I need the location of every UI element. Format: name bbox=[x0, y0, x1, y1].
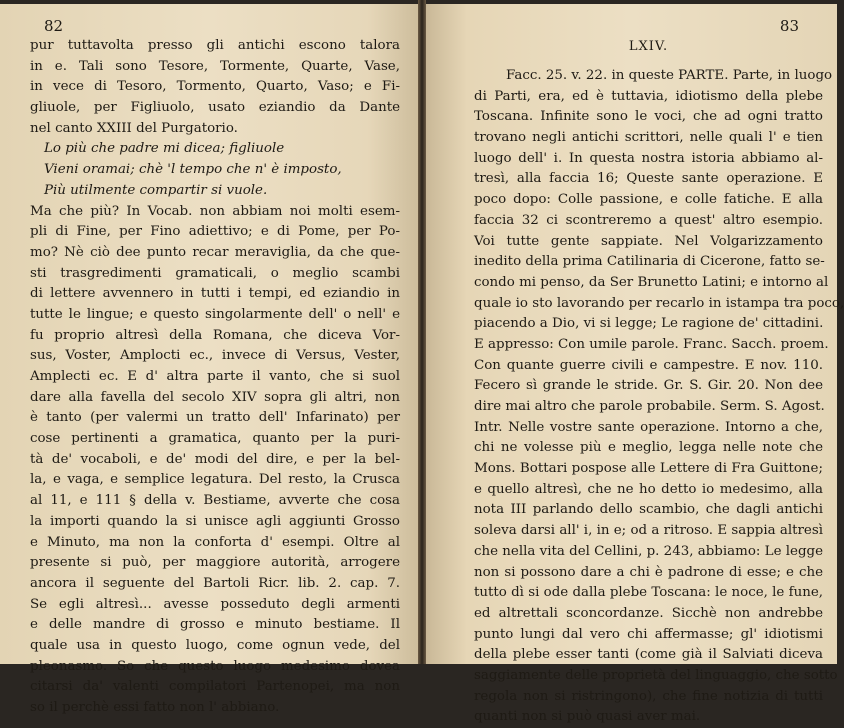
text-line: e Minuto, ma non la conforta d' esempi. Oltre al bbox=[30, 534, 400, 550]
text-line: gliuole, per Figliuolo, usato eziandio da Dante bbox=[30, 100, 400, 116]
text-line: Intr. Nelle vostre sante operazione. Intorno a che, bbox=[474, 419, 823, 435]
text-line: nel canto XXIII del Purgatorio. bbox=[30, 120, 238, 136]
text-line: Ma che più? In Vocab. non abbiam noi molti esem- bbox=[30, 203, 400, 219]
text-line: Amplecti ec. E d' altra parte il vanto, che si suol bbox=[30, 369, 400, 384]
text-line: non si possono dare a chi è padrone di esse; e che bbox=[474, 564, 823, 580]
text-line: la importi quando la si unisce agli aggiunti Grosso bbox=[30, 513, 400, 529]
text-line: ancora il seguente del Bartoli Ricr. lib. 2. cap. 7. bbox=[30, 575, 400, 591]
text-line: Facc. 25. v. 22. in queste PARTE. Parte, in luogo bbox=[506, 68, 833, 83]
text-line: al 11, e 111 § della v. Bestiame, avverte che cosa bbox=[30, 493, 400, 509]
text-line: in e. Tali sono Tesore, Tormente, Quarte, Vase, bbox=[30, 58, 400, 74]
text-line: Vieni oramai; chè 'l tempo che n' è imposto, bbox=[44, 162, 342, 178]
text-line: presente si può, per maggiore autorità, arrogere bbox=[30, 555, 400, 571]
chapter-heading: LXIV. bbox=[628, 39, 669, 54]
text-line: piacendo a Dio, vi si legge; Le ragione de' cittadini. bbox=[474, 316, 824, 332]
text-line: pli di Fine, per Fino adiettivo; e di Pome, per Po- bbox=[30, 224, 400, 240]
text-line: pur tuttavolta presso gli antichi escono talora bbox=[30, 38, 400, 53]
text-line: tresì, alla faccia 16; Queste sante operazione. E bbox=[474, 171, 823, 187]
text-line: condo mi penso, da Ser Brunetto Latini; e intorno al bbox=[474, 274, 829, 290]
left-page bbox=[0, 4, 418, 715]
text-line: nota III parlando dello scambio, che dagli antichi bbox=[474, 502, 823, 518]
text-line: sti trasgredimenti gramaticali, o meglio scambi bbox=[30, 265, 400, 281]
text-line: quanti non si può quasi aver mai. bbox=[474, 709, 701, 725]
text-line: dire mai altro che parole probabile. Serm. S. Agost. bbox=[474, 399, 825, 414]
text-line: dare alla favella del secolo XIV sopra gli altri, non bbox=[30, 389, 400, 405]
text-line: so il perchè essi fatto non l' abbiano. bbox=[30, 700, 280, 715]
text-line: Lo più che padre mi dicea; figliuole bbox=[44, 141, 285, 157]
text-line: faccia 32 ci scontreremo a quest' altro esempio. bbox=[474, 212, 823, 228]
text-line: citarsi da' valenti compilatori Partenopei, ma non bbox=[30, 679, 400, 695]
text-line: saggiamente delle proprietà del linguaggio, che sotto bbox=[474, 667, 838, 683]
text-line: ed altrettali sconcordanze. Sicchè non andrebbe bbox=[474, 605, 823, 621]
text-line: tà de' vocaboli, e de' modi del dire, e per la bel- bbox=[30, 451, 400, 467]
text-line: tutto dì si ode dalla plebe Toscana: le noce, le fune, bbox=[474, 585, 823, 601]
text-line: Fecero sì grande le stride. Gr. S. Gir. 20. Non dee bbox=[474, 378, 823, 394]
book-gutter bbox=[418, 0, 426, 664]
text-line: regola non si ristringono), che fine notizia di tutti bbox=[474, 688, 823, 704]
text-line: Mons. Bottari pospose alle Lettere di Fra Guittone; bbox=[474, 461, 823, 477]
text-line: della plebe esser tanti (come già il Salviati diceva bbox=[474, 647, 823, 663]
text-line: Voi tutte gente sappiate. Nel Volgarizzamento bbox=[474, 233, 823, 249]
right-page bbox=[426, 4, 844, 725]
right-page-number: 83 bbox=[779, 17, 799, 35]
text-line: in vece di Tesoro, Tormento, Quarto, Vaso; e Fi- bbox=[30, 79, 400, 95]
text-line: E appresso: Con umile parole. Franc. Sacch. proem. bbox=[474, 336, 829, 352]
text-line: inedito della prima Catilinaria di Cicerone, fatto se- bbox=[474, 254, 825, 270]
text-line: soleva darsi all' i, in e; od a ritroso. E sappia altresì bbox=[474, 523, 823, 539]
text-line: e delle mandre di grosso e minuto bestiame. Il bbox=[30, 617, 400, 633]
left-page-number: 82 bbox=[44, 17, 64, 35]
right-page-text bbox=[474, 66, 844, 728]
text-line: di lettere avvennero in tutti i tempi, ed eziandio in bbox=[30, 286, 400, 302]
text-line: quale usa in questo luogo, come ognun vede, del bbox=[30, 637, 400, 653]
text-line: quale io sto lavorando per recarlo in istampa tra poco, bbox=[474, 295, 844, 311]
text-line: cose pertinenti a gramatica, quanto per la puri- bbox=[30, 431, 400, 447]
text-line: punto lungi dal vero chi affermasse; gl' idiotismi bbox=[474, 626, 823, 642]
text-line: di Parti, era, ed è tuttavia, idiotismo della plebe bbox=[474, 88, 823, 104]
text-line: che nella vita del Cellini, p. 243, abbiamo: Le legge bbox=[474, 543, 824, 559]
text-line: tutte le lingue; e questo singolarmente dell' o nell' e bbox=[30, 306, 400, 322]
text-line: trovano negli antichi scrittori, nelle quali l' e tien bbox=[474, 130, 823, 146]
text-line: e quello altresì, che ne ho detto io medesimo, alla bbox=[474, 481, 823, 497]
text-line: Più utilmente compartir si vuole. bbox=[44, 182, 268, 198]
text-line: fu proprio altresì della Romana, che diceva Vor- bbox=[30, 327, 400, 343]
text-line: luogo dell' i. In questa nostra istoria abbiamo al- bbox=[474, 150, 823, 166]
text-line: Toscana. Infinite sono le voci, che ad ogni tratto bbox=[474, 109, 823, 125]
text-line: Se egli altresì... avesse posseduto degli armenti bbox=[30, 596, 400, 612]
text-line: chi ne volesse più e meglio, legga nelle note che bbox=[474, 440, 823, 456]
text-line: sus, Voster, Amplocti ec., invece di Versus, Vester, bbox=[30, 348, 400, 364]
text-line: mo? Nè ciò dee punto recar meraviglia, da che que- bbox=[30, 244, 400, 260]
left-page-text bbox=[30, 36, 400, 719]
text-line: poco dopo: Colle passione, e colle fatiche. E alla bbox=[474, 192, 823, 208]
text-line: la, e vaga, e semplice legatura. Del resto, la Crusca bbox=[30, 472, 400, 488]
text-line: pleonasmo. So che questo luogo medesimo dovea bbox=[30, 658, 400, 674]
text-line: è tanto (per valermi un tratto dell' Infarinato) per bbox=[30, 410, 400, 426]
text-line: Con quante guerre civili e campestre. E nov. 110. bbox=[474, 357, 823, 373]
